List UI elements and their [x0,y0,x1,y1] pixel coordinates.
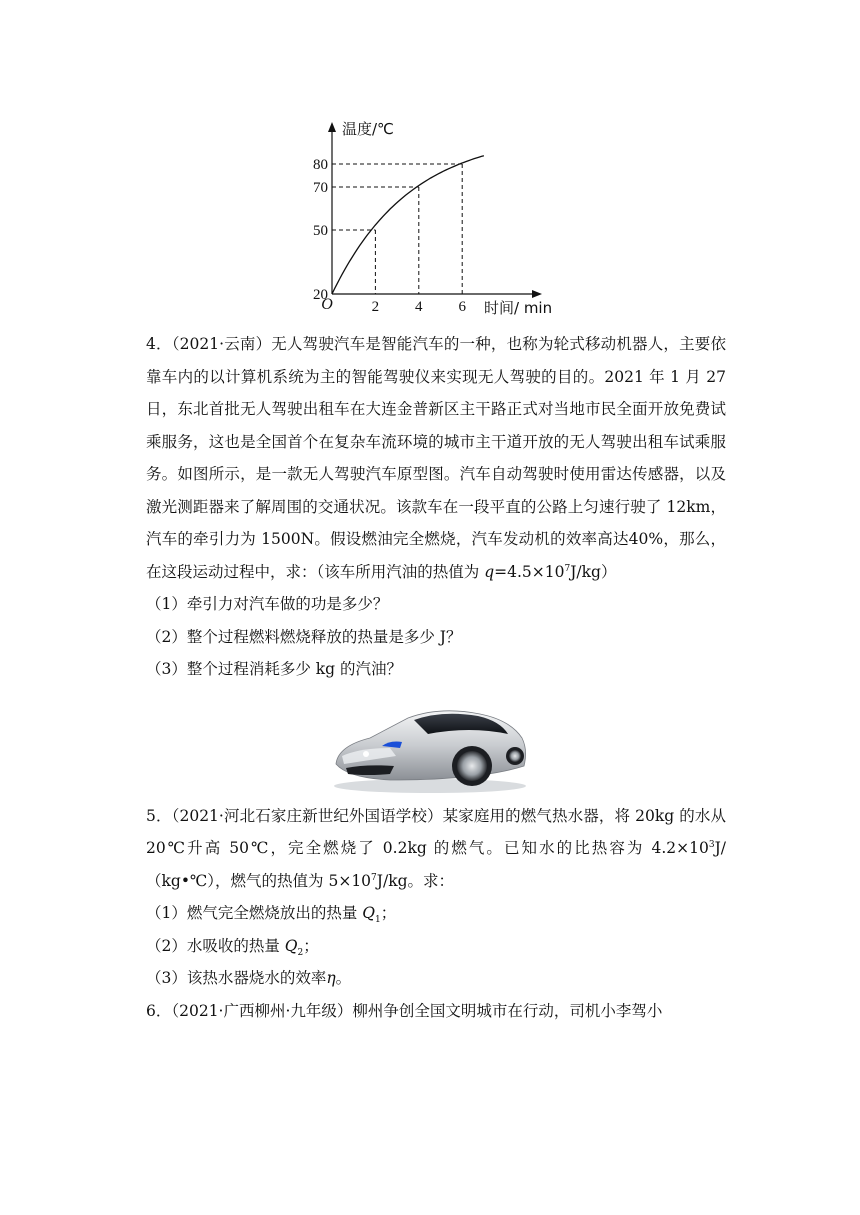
y-tick-label: 20 [313,287,328,303]
problem5-q2-sub: 2 [297,947,304,958]
problem5-q2-end: ； [303,936,319,955]
problem4-question-1: （1）牵引力对汽车做的功是多少？ [146,595,389,613]
problem5-question-1 [146,897,726,930]
q-unit: J/kg） [570,562,617,581]
problem5-question-3 [146,962,726,995]
problem5-exp-2: 7 [371,872,377,883]
problem5-q1-var: Q [362,904,376,922]
problem4-question-2: （2）整个过程燃料燃烧释放的热量是多少 J？ [146,627,462,646]
q-value: =4.5×10 [494,562,565,581]
x-axis-arrow [532,290,542,298]
chart-svg [300,112,570,324]
x-axis-label: 时间/ min [484,299,553,317]
problem5-exp-1: 3 [708,839,715,850]
y-axis-label: 温度/℃ [342,120,394,138]
problem4-intro [146,328,726,588]
y-tick-label: 70 [313,180,328,196]
origin-label: O [321,296,333,313]
problem5-text-a: 5．（2021·河北石家庄新世纪外国语学校）某家庭用的燃气热水器，将 20kg 的水从 20℃升高 50℃，完全燃烧了 0.2kg 的燃气。已知水的比热容为 4.2×10 [146,806,726,857]
problem5-q3-var: η [326,969,336,987]
problem5-q1-sub: 1 [375,915,381,926]
problem6-intro: 6．（2021·广西柳州·九年级）柳州争创全国文明城市在行动，司机小李驾小 [146,1001,663,1020]
temperature-curve [332,156,484,294]
problem5-q3-end: 。 [335,969,352,987]
problem5-intro [146,800,726,898]
car-image [330,694,530,794]
problem4-text: 4．（2021·云南）无人驾驶汽车是智能汽车的一种，也称为轮式移动机器人，主要依靠车内的以计算机系统为主的智能驾驶仪来实现无人驾驶的目的。2021 年 1 月 27 日，东北首批无人驾驶出租车在大连金普新区主干路正式对当地市民全面开放免费试乘服务，这也是全国首个在复杂车流环境的城市主干道开放的无人驾驶出租车试乘服务。如图所示，是一款无人驾驶汽车原型图。汽车自动驾驶时使用雷达传感器，以及激光测距器来了解周围的交通状况。该款车在一段平直的公路上匀速行驶了 12km，汽车的牵引力为 1500N。假设燃油完全燃烧，汽车发动机的效率高达40%，那么，在这段运动过程中，求：（该车所用汽油的热值为 [146,335,726,581]
problem-content [146,328,726,1027]
problem4-question-3: （3）整个过程消耗多少 kg 的汽油？ [146,660,403,678]
problem5-q2-var: Q [284,936,298,955]
problem5-question-2 [146,930,726,963]
q-variable: q [484,562,495,581]
y-axis-arrow [328,122,336,132]
problem5-text-c: J/kg。求： [376,871,455,890]
y-tick-label: 50 [313,223,328,239]
x-tick-label: 2 [371,299,380,315]
x-tick-label: 6 [458,299,466,315]
temperature-time-chart [300,112,570,324]
x-tick-label: 4 [415,299,423,315]
problem5-text-b: J/（kg•℃），燃气的热值为 5×10 [146,839,726,890]
problem5-q1-end: ； [380,904,397,922]
problem5-q3-text: （3）该热水器烧水的效率 [146,969,327,987]
y-tick-label: 80 [313,157,328,173]
q-exponent: 7 [564,563,571,574]
problem5-q1-text: （1）燃气完全燃烧放出的热量 [146,904,363,922]
problem5-q2-text: （2）水吸收的热量 [146,936,285,955]
